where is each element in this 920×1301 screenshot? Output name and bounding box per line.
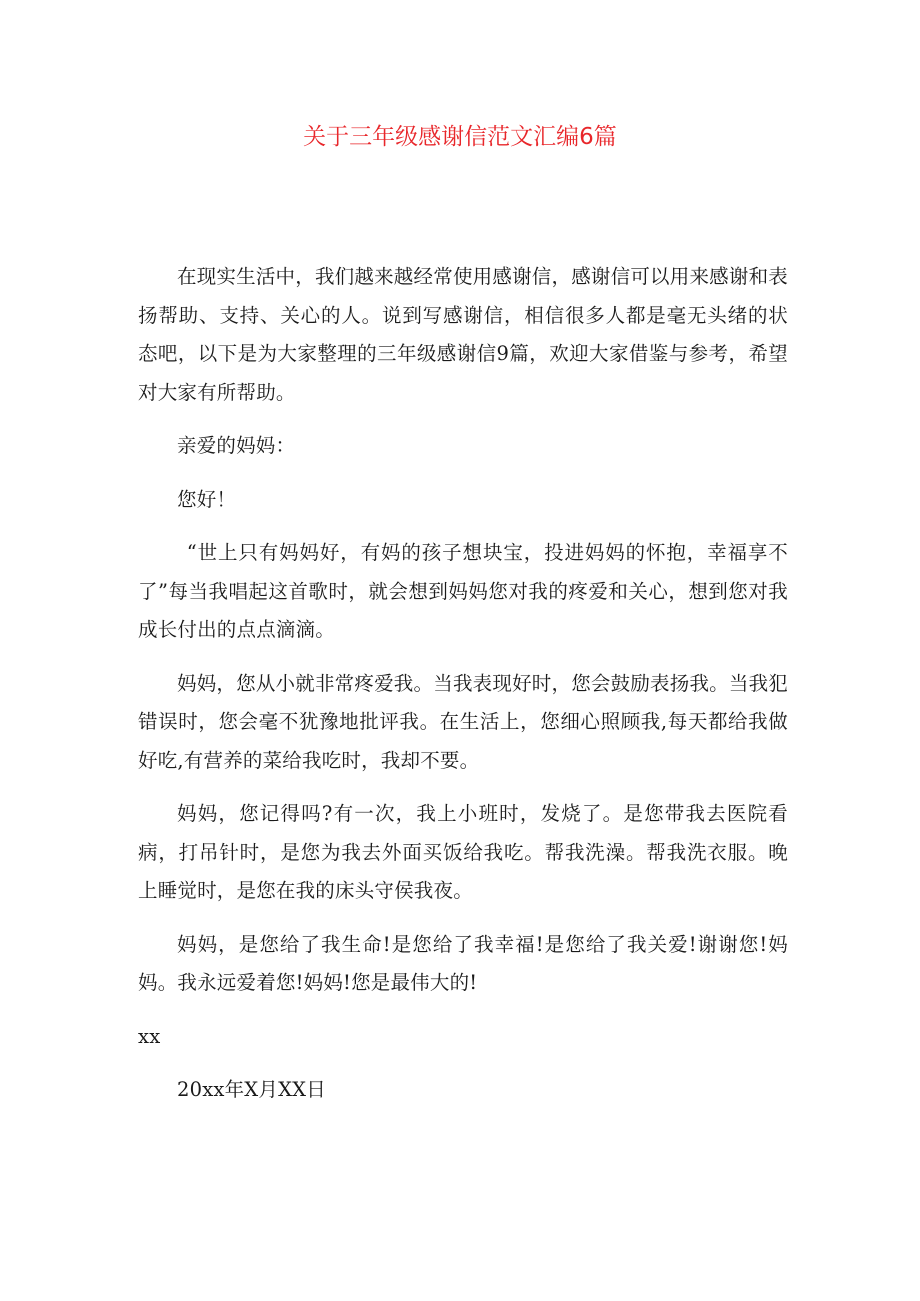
document-body [138,258,788,1125]
document-title: 关于三年级感谢信范文汇编6篇 [303,124,617,150]
body-paragraph-memory: 妈妈，您记得吗?有一次，我上小班时，发烧了。是您带我去医院看病，打吊针时，是您为我去外面买饭给我吃。帮我洗澡。帮我洗衣服。晚上睡觉时，是您在我的床头守侯我夜。 [138,802,788,902]
song-quote-paragraph: “世上只有妈妈好，有妈的孩子想块宝，投进妈妈的怀抱，幸福享不了”每当我唱起这首歌时，就会想到妈妈您对我的疼爱和关心，想到您对我成长付出的点点滴滴。 [138,541,788,641]
salutation: 亲爱的妈妈： [177,434,296,457]
greeting: 您好！ [177,487,237,511]
signature: xx [138,1024,161,1048]
body-paragraph-care: 妈妈，您从小就非常疼爱我。当我表现好时，您会鼓励表扬我。当我犯错误时，您会毫不犹豫地批评我。在生活上，您细心照顾我,每天都给我做好吃,有营养的菜给我吃时，我却不要。 [138,671,788,772]
intro-paragraph: 在现实生活中，我们越来越经常使用感谢信，感谢信可以用来感谢和表扬帮助、支持、关心的人。说到写感谢信，相信很多人都是毫无头绪的状态吧，以下是为大家整理的三年级感谢信9篇，欢迎大家借鉴与参考，希望对大家有所帮助。 [138,265,788,404]
body-paragraph-thanks: 妈妈，是您给了我生命!是您给了我幸福!是您给了我关爱!谢谢您!妈妈。我永远爱着您!妈妈!您是最伟大的! [138,932,788,994]
letter-date: 20xx年X月XX日 [177,1078,326,1101]
